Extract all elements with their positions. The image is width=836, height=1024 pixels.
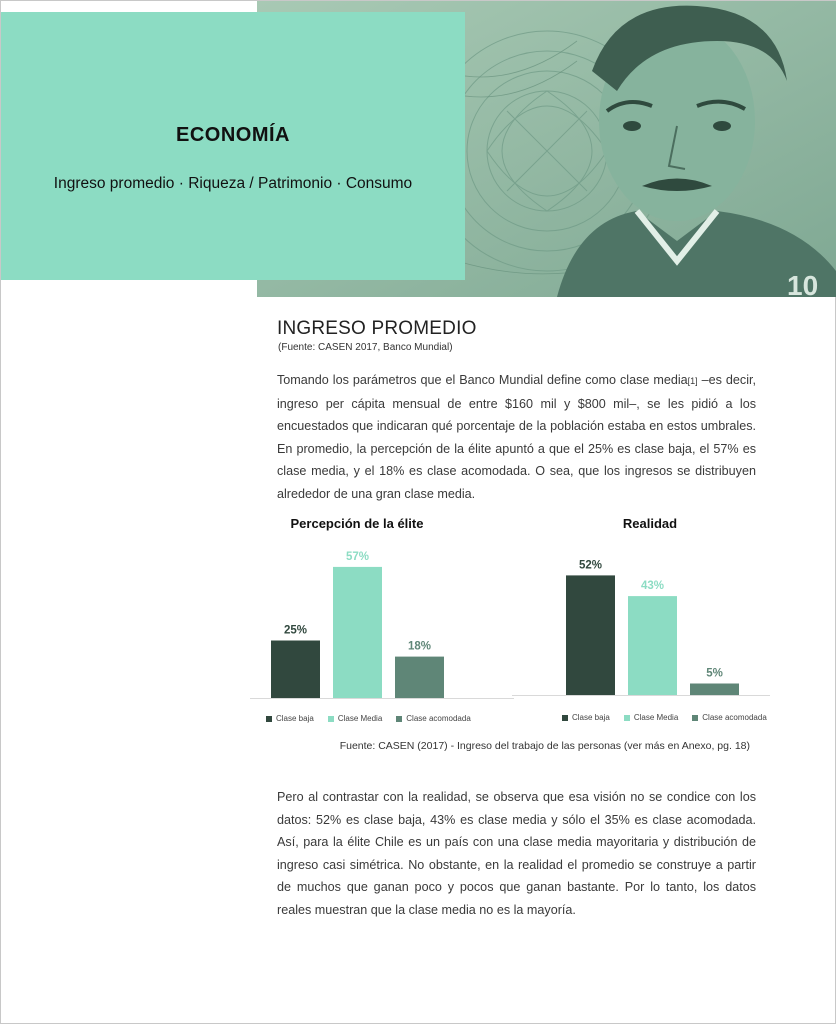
legend-label: Clase acomodada	[702, 713, 767, 722]
legend-item-clase-baja	[266, 714, 314, 723]
data-label: 5%	[706, 667, 723, 680]
heading-source: (Fuente: CASEN 2017, Banco Mundial)	[278, 342, 453, 353]
section-title: ECONOMÍA	[176, 124, 290, 146]
legend-swatch	[266, 716, 272, 722]
bar-clase-media	[333, 567, 382, 698]
data-label: 52%	[578, 559, 603, 572]
conclusion-paragraph: Pero al contrastar con la realidad, se observa que esa visión no se condice con los datos: 52% es clase baja, 43% es clase media y sólo el 35% es clase acomodada. Así, para la élite Chile es un país con una clase media mayoritaria y distribución de ingreso casi simétrica. No obstante, en la realidad el promedio se construye a partir de muchos que ganan poco y pocos que ganan bastante. Por lo tanto, los datos reales muestran que la clase media no es la mayoría.	[277, 790, 756, 917]
bar-clase-baja	[566, 575, 615, 695]
chart-source-note: Fuente: CASEN (2017) - Ingreso del trabajo de las personas (ver más en Anexo, pg. 18)	[339, 740, 750, 752]
intro-text-a: Tomando los parámetros que el Banco Mundial define como clase media	[277, 373, 688, 387]
legend-item-clase-media	[624, 713, 678, 722]
section-subtitle: Ingreso promedio · Riqueza / Patrimonio · Consumo	[53, 175, 413, 192]
chart-title-reality: Realidad	[622, 516, 678, 531]
legend-item-clase-baja	[562, 713, 610, 722]
bar-clase-media	[628, 596, 677, 695]
content-heading: INGRESO PROMEDIO	[277, 318, 477, 339]
intro-paragraph	[277, 369, 756, 506]
footnote-link[interactable]: [1]	[687, 376, 698, 386]
bar-clase-acomodada	[690, 684, 739, 696]
data-label: 57%	[345, 550, 370, 563]
legend-label: Clase baja	[276, 714, 314, 723]
legend-label: Clase Media	[337, 714, 383, 723]
legend-item-clase-acomodada	[692, 713, 766, 722]
legend-item-clase-acomodada	[396, 714, 470, 723]
intro-text-b: –es decir, ingreso per cápita mensual de entre $160 mil y $800 mil–, se les pidió a los encuestados que indicaran qué porcentaje de la población estaba en estos umbrales. En promedio, la percepción de la élite apuntó a que el 25% es clase baja, el 57% es clase media, y el 18% es clase acomodada. O sea, que los ingresos se distribuyen alrededor de una gran clase media.	[277, 373, 756, 501]
legend-swatch	[396, 716, 402, 722]
legend-swatch	[624, 715, 630, 721]
chart-title-perception: Percepción de la élite	[290, 516, 424, 531]
chart-perception	[250, 540, 514, 705]
legend-swatch	[692, 715, 698, 721]
legend-label: Clase acomodada	[406, 714, 471, 723]
data-label: 18%	[407, 640, 432, 653]
bar-clase-acomodada	[395, 657, 444, 698]
legend-item-clase-media	[328, 714, 382, 723]
legend-label: Clase baja	[572, 713, 610, 722]
legend-reality	[562, 713, 767, 722]
legend-swatch	[562, 715, 568, 721]
legend-perception	[266, 714, 471, 723]
header-banner	[1, 12, 465, 280]
chart-reality	[512, 540, 770, 705]
data-label: 25%	[283, 624, 308, 637]
legend-swatch	[328, 716, 334, 722]
svg-text:10: 10	[787, 270, 819, 297]
data-label: 43%	[640, 580, 665, 593]
bar-clase-baja	[271, 641, 320, 699]
legend-label: Clase Media	[633, 713, 679, 722]
